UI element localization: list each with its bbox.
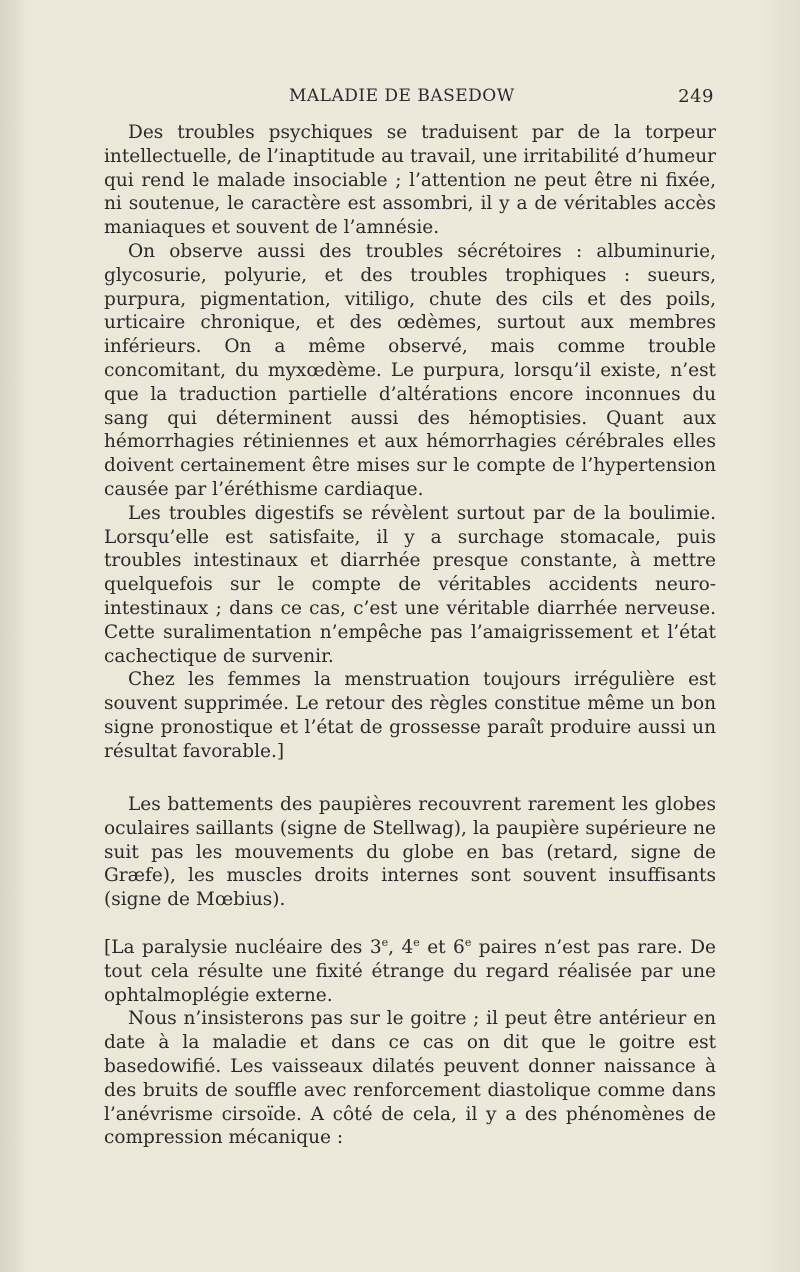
text-block-3 — [104, 936, 716, 1150]
text-block-2 — [104, 793, 716, 912]
page-number: 249 — [678, 86, 714, 107]
paragraph: [La paralysie nucléaire des 3e, 4e et 6e paires n’est pas rare. De tout cela résulte une fixité étrange du regard réalisée par une ophtalmoplégie externe. — [104, 935, 716, 1006]
paragraph: Nous n’insisterons pas sur le goitre ; il peut être antérieur en date à la maladie et dans ce cas on dit que le goitre est basedowifié. Les vaisseaux dilatés peuvent donner naissance à des bruits de souffle avec renforcement diastolique comme dans l’anévrisme cirsoïde. A côté de cela, il y a des phénomènes de compression mécanique : — [104, 1008, 716, 1149]
paragraph: On observe aussi des troubles sécrétoires : albuminurie, glycosurie, polyurie, et des troubles trophiques : sueurs, purpura, pigmentation, vitiligo, chute des cils et des poils, urticaire chronique, et des œdèmes, surtout aux membres inférieurs. On a même observé, mais comme trouble concomitant, du myxœdème. Le purpura, lorsqu’il existe, n’est que la traduction partielle d’altérations encore inconnues du sang qui déterminent aussi des hémoptisies. Quant aux hémorrhagies rétiniennes et aux hémorrhagies cérébrales elles doivent certainement être mises sur le compte de l’hypertension causée par l’éréthisme cardiaque. — [104, 240, 716, 500]
paragraph: Les battements des paupières recouvrent rarement les globes oculaires saillants (signe de Stellwag), la paupière supérieure ne suit pas les mouvements du globe en bas (retard, signe de Græfe), les muscles droits internes sont souvent insuffisants (signe de Mœbius). — [104, 794, 716, 911]
paragraph: Chez les femmes la menstruation toujours irrégulière est souvent supprimée. Le retour des règles constitue même un bon signe pronostique et l’état de grossesse paraît produire aussi un résultat favorable.] — [104, 669, 716, 762]
paragraph: Des troubles psychiques se traduisent par de la torpeur intellectuelle, de l’inaptitude au travail, une irritabilité d’humeur qui rend le malade insociable ; l’attention ne peut être ni fixée, ni soutenue, le caractère est assombri, il y a de véritables accès maniaques et souvent de l’amnésie. — [104, 122, 716, 239]
running-header — [104, 86, 714, 116]
text-block-1 — [104, 121, 716, 764]
running-title: MALADIE DE BASEDOW — [289, 86, 515, 106]
paragraph: Les troubles digestifs se révèlent surtout par de la boulimie. Lorsqu’elle est satisfaite, il y a surchage stomacale, puis troubles intestinaux et diarrhée presque constante, à mettre quelquefois sur le compte de véritables accidents neuro-intestinaux ; dans ce cas, c’est une véritable diarrhée nerveuse. Cette suralimentation n’empêche pas l’amaigrissement et l’état cachectique de survenir. — [104, 502, 716, 667]
